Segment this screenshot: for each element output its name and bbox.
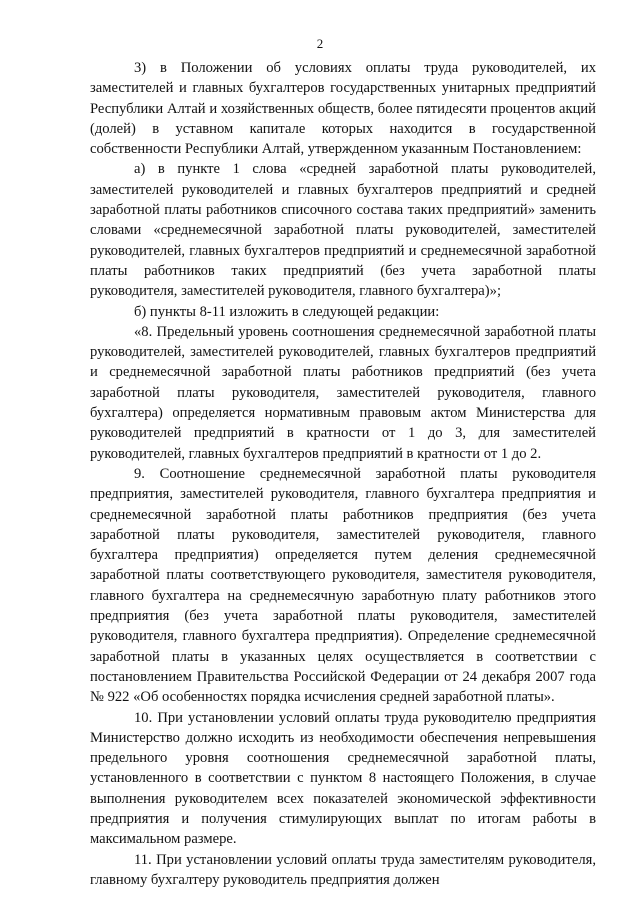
paragraph-clause-11: 11. При установлении условий оплаты труда заместителям руководителя, главному бухгалтеру руководитель предприятия должен bbox=[90, 851, 596, 888]
page-number: 2 bbox=[316, 36, 324, 51]
paragraph-subitem-a: а) в пункте 1 слова «средней заработной платы руководителей, заместителей руководителей и главных бухгалтеров предприятий и средней заработной платы работников списочного состава таких предприятий» заменить словами «среднемесячной заработной платы руководителей, заместителей руководителей, главных бухгалтеров предприятий и среднемесячной заработной платы работников таких предприятий (без учета заработной платы руководителя, заместителей руководителя, главного бухгалтера)»; bbox=[90, 161, 596, 300]
paragraph-subitem-b: б) пункты 8-11 изложить в следующей редакции: bbox=[134, 303, 440, 320]
paragraph-clause-9: 9. Соотношение среднемесячной заработной платы руководителя предприятия, заместителей руководителя, главного бухгалтера предприятия и среднемесячной заработной платы работников предприятия (без учета заработной платы руководителя, заместителей руководителя, главного бухгалтера предприятия) определяется путем деления среднемесячной заработной платы соответствующего руководителя, заместителя руководителя, главного бухгалтера на среднемесячную заработную плату работников этого предприятия (без учета заработной платы руководителя, заместителей руководителя, главного бухгалтера предприятия). Определение среднемесячной заработной платы в указанных целях осуществляется в соответствии с постановлением Правительства Российской Федерации от 24 декабря 2007 года № 922 «Об особенностях порядка исчисления средней заработной платы». bbox=[90, 465, 596, 706]
paragraph-clause-8: «8. Предельный уровень соотношения среднемесячной заработной платы руководителей, заместителей руководителей, главных бухгалтеров предприятий и среднемесячной заработной платы работников предприятий (без учета заработной платы руководителя, заместителей руководителя, главного бухгалтера) определяется нормативным правовым актом Министерства для руководителей предприятий в кратности от 1 до 3, для заместителей руководителей, главных бухгалтеров предприятий в кратности от 1 до 2. bbox=[90, 323, 596, 462]
paragraph-clause-10: 10. При установлении условий оплаты труда руководителю предприятия Министерство должно исходить из необходимости обеспечения непревышения предельного уровня соотношения среднемесячной заработной платы, установленного в соответствии с пунктом 8 настоящего Положения, в случае выполнения руководителем всех показателей экономической эффективности предприятия и получения стимулирующих выплат по итогам работы в максимальном размере. bbox=[90, 709, 596, 848]
document-body bbox=[90, 58, 596, 890]
paragraph-item-3-intro: 3) в Положении об условиях оплаты труда руководителей, их заместителей и главных бухгалтеров государственных унитарных предприятий Республики Алтай и хозяйственных обществ, более пятидесяти процентов акций (долей) в уставном капитале которых находится в государственной собственности Республики Алтай, утвержденном указанным Постановлением: bbox=[90, 60, 596, 158]
